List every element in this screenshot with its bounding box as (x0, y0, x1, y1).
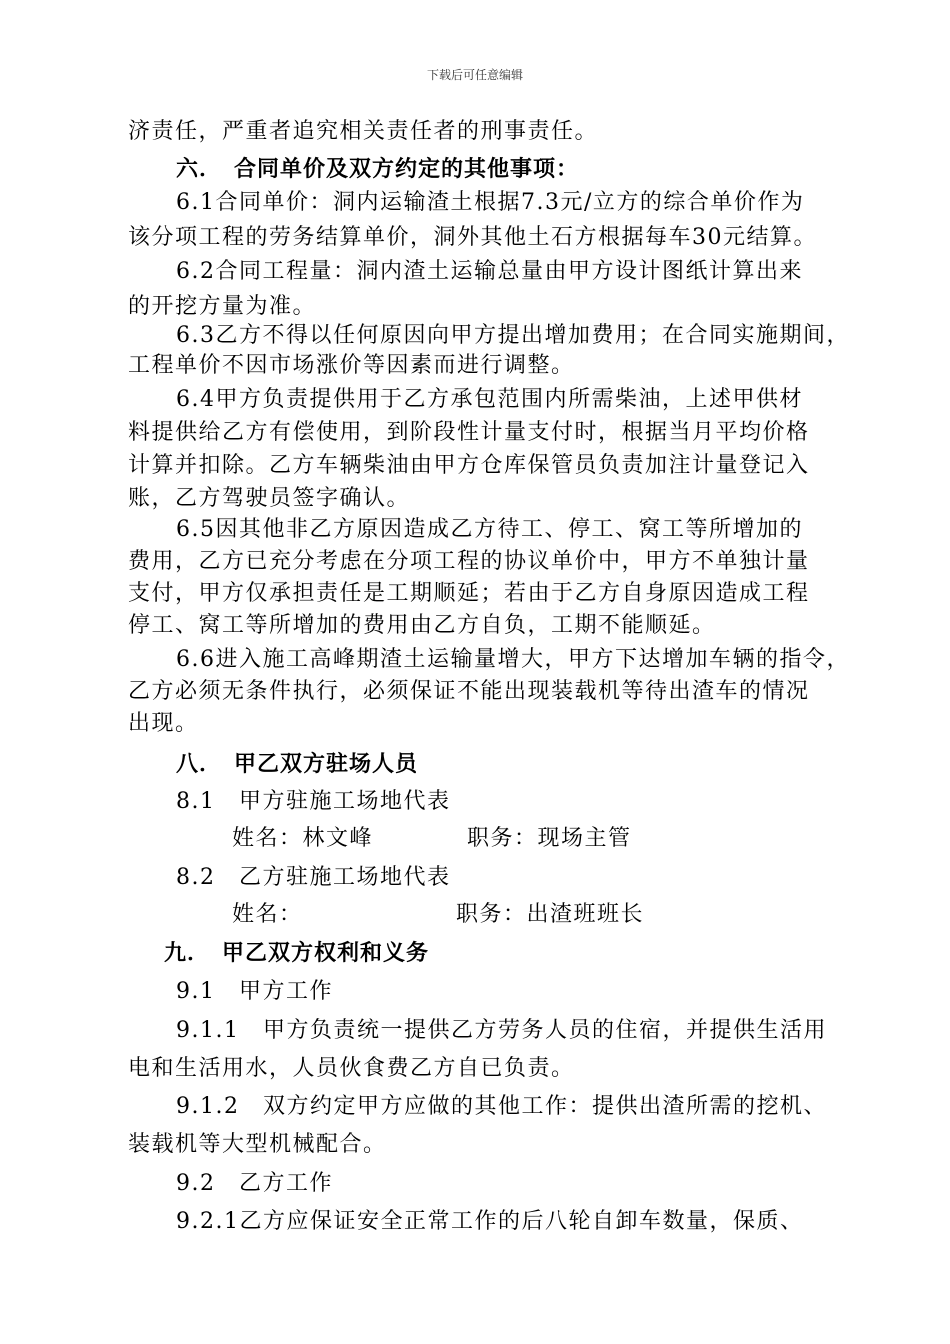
text-line: 装载机等大型机械配合。 (128, 1132, 387, 1157)
text-line: 出现。 (128, 711, 199, 736)
text-line: 姓名： 职务：出渣班班长 (232, 902, 645, 927)
section-heading: 九． 甲乙双方权利和义务 (164, 940, 430, 966)
text-line: 费用，乙方已充分考虑在分项工程的协议单价中，甲方不单独计量 (128, 549, 810, 574)
text-line: 6.1合同单价：洞内运输渣土根据7.3元/立方的综合单价作为 (176, 190, 805, 215)
text-line: 该分项工程的劳务结算单价，洞外其他土石方根据每车30元结算。 (128, 225, 817, 250)
text-line: 6.3乙方不得以任何原因向甲方提出增加费用；在合同实施期间， (176, 323, 850, 348)
text-line: 8.2 乙方驻施工场地代表 (176, 865, 451, 890)
text-line: 9.1.2 双方约定甲方应做的其他工作：提供出渣所需的挖机、 (176, 1094, 827, 1119)
text-line: 支付，甲方仅承担责任是工期顺延；若由于乙方自身原因造成工程 (128, 581, 810, 606)
text-line: 济责任，严重者追究相关责任者的刑事责任。 (128, 119, 599, 144)
text-line: 6.4甲方负责提供用于乙方承包范围内所需柴油，上述甲供材 (176, 387, 803, 412)
text-line: 9.1.1 甲方负责统一提供乙方劳务人员的住宿，并提供生活用 (176, 1018, 827, 1043)
text-line: 的开挖方量为准。 (128, 294, 317, 319)
text-line: 6.2合同工程量：洞内渣土运输总量由甲方设计图纸计算出来 (176, 259, 803, 284)
text-line: 账，乙方驾驶员签字确认。 (128, 486, 411, 511)
text-line: 停工、窝工等所增加的费用由乙方自负，工期不能顺延。 (128, 613, 716, 638)
section-heading: 八． 甲乙双方驻场人员 (176, 751, 419, 777)
text-line: 6.6进入施工高峰期渣土运输量增大，甲方下达增加车辆的指令， (176, 647, 850, 672)
text-line: 电和生活用水，人员伙食费乙方自已负责。 (128, 1056, 575, 1081)
text-line: 料提供给乙方有偿使用，到阶段性计量支付时，根据当月平均价格 (128, 420, 810, 445)
text-line: 计算并扣除。乙方车辆柴油由甲方仓库保管员负责加注计量登记入 (128, 453, 810, 478)
text-line: 姓名：林文峰 职务：现场主管 (232, 826, 632, 851)
section-heading: 六． 合同单价及双方约定的其他事项： (176, 156, 580, 182)
text-line: 9.2.1乙方应保证安全正常工作的后八轮自卸车数量，保质、 (176, 1209, 804, 1234)
text-line: 9.1 甲方工作 (176, 979, 333, 1004)
text-line: 6.5因其他非乙方原因造成乙方待工、停工、窝工等所增加的 (176, 517, 803, 542)
text-line: 8.1 甲方驻施工场地代表 (176, 789, 451, 814)
text-line: 乙方必须无条件执行，必须保证不能出现装载机等待出渣车的情况 (128, 679, 810, 704)
text-line: 9.2 乙方工作 (176, 1171, 333, 1196)
text-line: 工程单价不因市场涨价等因素而进行调整。 (128, 353, 575, 378)
page-header: 下载后可任意编辑 (426, 68, 523, 82)
